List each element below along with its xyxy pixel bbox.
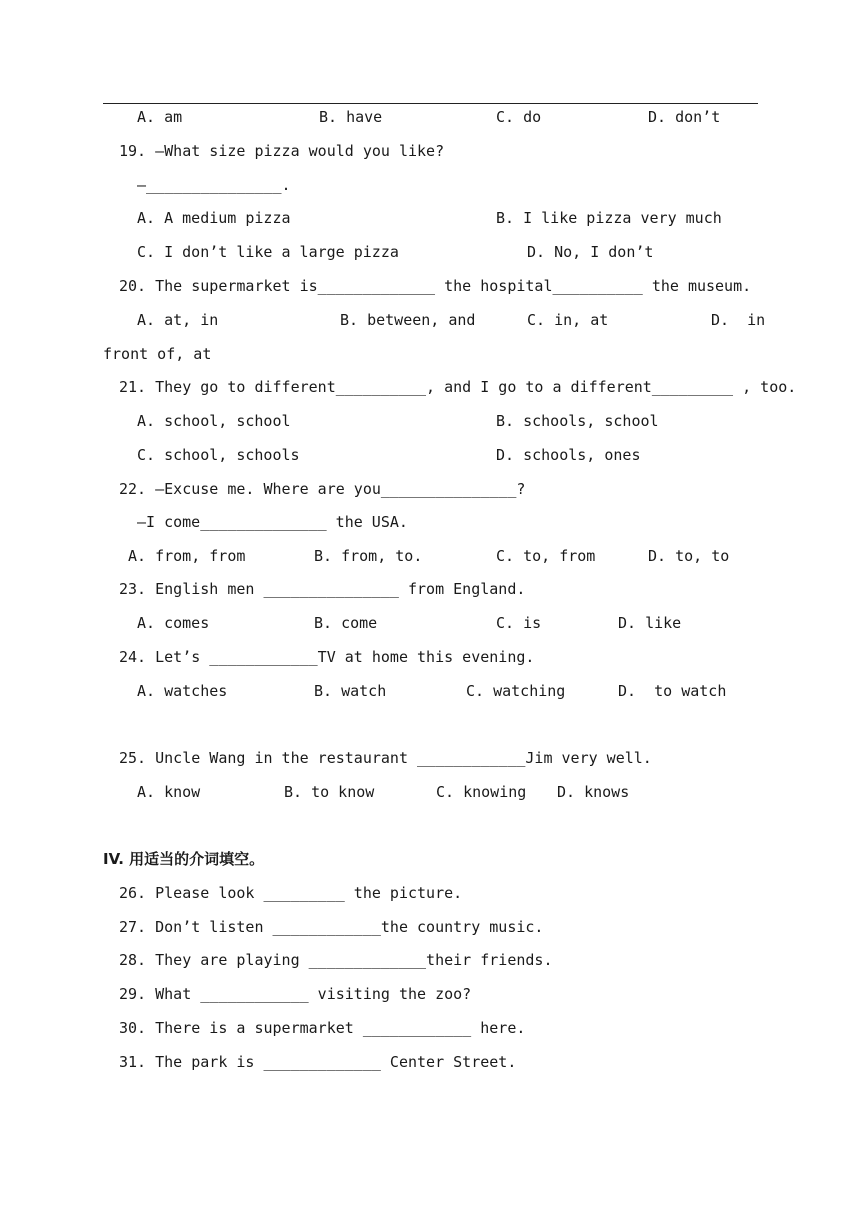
q24-option-d: D. to watch: [618, 682, 727, 700]
q19-option-c: C. I don’t like a large pizza: [137, 243, 399, 261]
q22-option-d: D. to, to: [648, 547, 730, 565]
q21-option-b: B. schools, school: [496, 412, 659, 430]
q19-option-d: D. No, I don’t: [527, 243, 654, 261]
q22-option-a: A. from, from: [128, 547, 246, 565]
q23-option-b: B. come: [314, 614, 378, 632]
q25-option-b: B. to know: [284, 783, 375, 801]
section-4-heading: IV. 用适当的介词填空。: [103, 850, 265, 868]
q23-option-a: A. comes: [137, 614, 210, 632]
q24-option-c: C. watching: [466, 682, 566, 700]
q24-stem: 24. Let’s ____________TV at home this evening.: [119, 648, 535, 666]
q20-option-a: A. at, in: [137, 311, 219, 329]
q29-item: 29. What ____________ visiting the zoo?: [119, 985, 472, 1003]
q20-option-d-continued: front of, at: [103, 345, 212, 363]
q18-option-a: A. am: [137, 108, 183, 126]
q19-answer-line: —_______________.: [137, 176, 291, 194]
q22-option-b: B. from, to.: [314, 547, 423, 565]
q21-option-a: A. school, school: [137, 412, 291, 430]
q27-item: 27. Don’t listen ____________the country music.: [119, 918, 544, 936]
q25-option-c: C. knowing: [436, 783, 527, 801]
q22-reply: —I come______________ the USA.: [137, 513, 408, 531]
q22-option-c: C. to, from: [496, 547, 596, 565]
q21-option-d: D. schools, ones: [496, 446, 641, 464]
q22-stem: 22. —Excuse me. Where are you_______________?: [119, 480, 526, 498]
q18-option-d: D. don’t: [648, 108, 721, 126]
q28-item: 28. They are playing _____________their friends.: [119, 951, 553, 969]
q21-option-c: C. school, schools: [137, 446, 300, 464]
header-rule: [103, 103, 758, 104]
q18-option-b: B. have: [319, 108, 383, 126]
q20-option-b: B. between, and: [340, 311, 476, 329]
q19-stem: 19. —What size pizza would you like?: [119, 142, 445, 160]
q25-option-a: A. know: [137, 783, 201, 801]
q25-stem: 25. Uncle Wang in the restaurant ____________Jim very well.: [119, 749, 652, 767]
q20-option-c: C. in, at: [527, 311, 609, 329]
q25-option-d: D. knows: [557, 783, 630, 801]
q23-stem: 23. English men _______________ from England.: [119, 580, 526, 598]
q19-option-b: B. I like pizza very much: [496, 209, 722, 227]
q23-option-d: D. like: [618, 614, 682, 632]
q30-item: 30. There is a supermarket ____________ here.: [119, 1019, 526, 1037]
q24-option-a: A. watches: [137, 682, 228, 700]
q31-item: 31. The park is _____________ Center Street.: [119, 1053, 517, 1071]
q19-option-a: A. A medium pizza: [137, 209, 291, 227]
q26-item: 26. Please look _________ the picture.: [119, 884, 463, 902]
q23-option-c: C. is: [496, 614, 542, 632]
q24-option-b: B. watch: [314, 682, 387, 700]
q20-stem: 20. The supermarket is_____________ the hospital__________ the museum.: [119, 277, 752, 295]
q21-stem: 21. They go to different__________, and I go to a different_________ , too.: [119, 378, 797, 396]
q20-option-d: D. in: [711, 311, 766, 329]
q18-option-c: C. do: [496, 108, 542, 126]
